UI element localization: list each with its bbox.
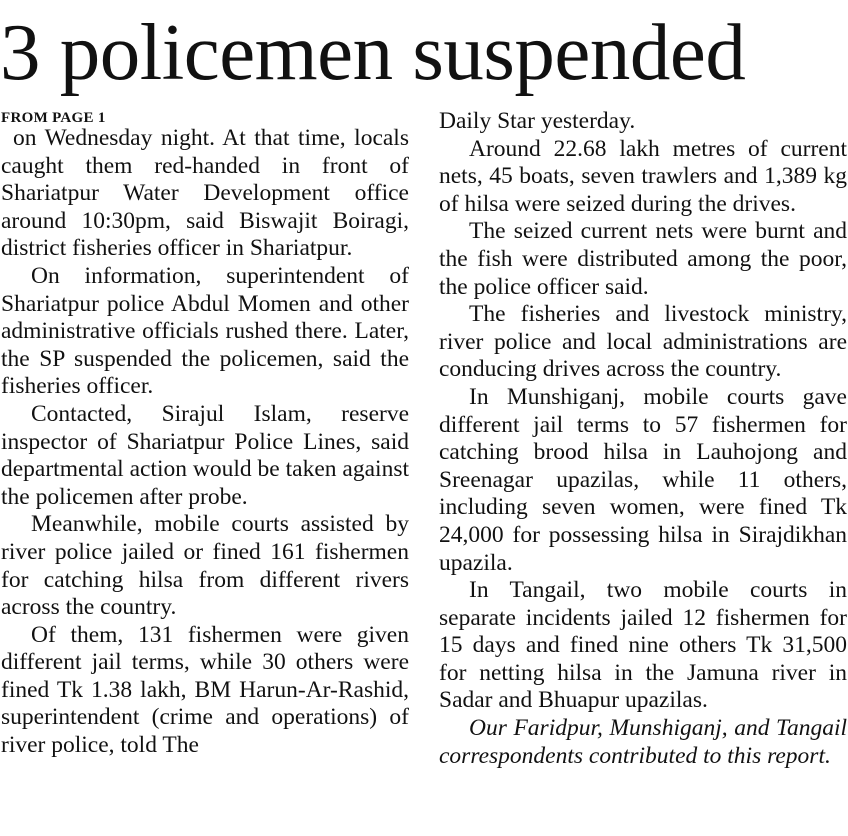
paragraph: The fisheries and livestock ministry, river police and local administrations are conducing drives across the country. [439,301,847,383]
paragraph: On information, superintendent of Shariatpur police Abdul Momen and other administrative officials rushed there. Later, the SP suspended the policemen, said the fisheries officer. [1,262,409,400]
jump-label: FROM PAGE 1 [1,110,106,126]
paragraph: Around 22.68 lakh metres of current nets, 45 boats, seven trawlers and 1,389 kg of hilsa were seized during the drives. [439,135,847,217]
paragraph: In Tangail, two mobile courts in separate incidents jailed 12 fishermen for 15 days and fined nine others Tk 31,500 for netting hilsa in the Jamuna river in Sadar and Bhuapur upazilas. [439,577,847,714]
headline: 3 policemen suspended [0,7,746,97]
correspondent-credit: Our Faridpur, Munshiganj, and Tangail correspondents contributed to this report. [439,715,847,769]
paragraph: In Munshiganj, mobile courts gave different jail terms to 57 fishermen for catching brood hilsa in Lauhojong and Sreenagar upazilas, while 11 others, including seven women, were fined Tk 24,000 for possessing hilsa in Sirajdikhan upazila. [439,383,847,576]
paragraph: Daily Star yesterday. [439,108,636,134]
paragraph: Meanwhile, mobile courts assisted by river police jailed or fined 161 fishermen for catching hilsa from different rivers across the country. [1,511,409,621]
paragraph: Of them, 131 fishermen were given different jail terms, while 30 others were fined Tk 1.38 lakh, BM Harun-Ar-Rashid, superintendent (crime and operations) of river police, told The [1,621,409,759]
article-column-right [439,108,847,770]
paragraph: The seized current nets were burnt and the fish were distributed among the poor, the police officer said. [439,218,847,300]
paragraph-text: on Wednesday night. At that time, locals caught them red-handed in front of Shariatpur Water Development office around 10:30pm, said Biswajit Boiragi, district fisheries officer in Shariatpur. [1,125,409,262]
article-column-left [1,108,409,760]
paragraph [1,125,409,263]
paragraph: Contacted, Sirajul Islam, reserve inspector of Shariatpur Police Lines, said departmental action would be taken against the policemen after probe. [1,400,409,510]
